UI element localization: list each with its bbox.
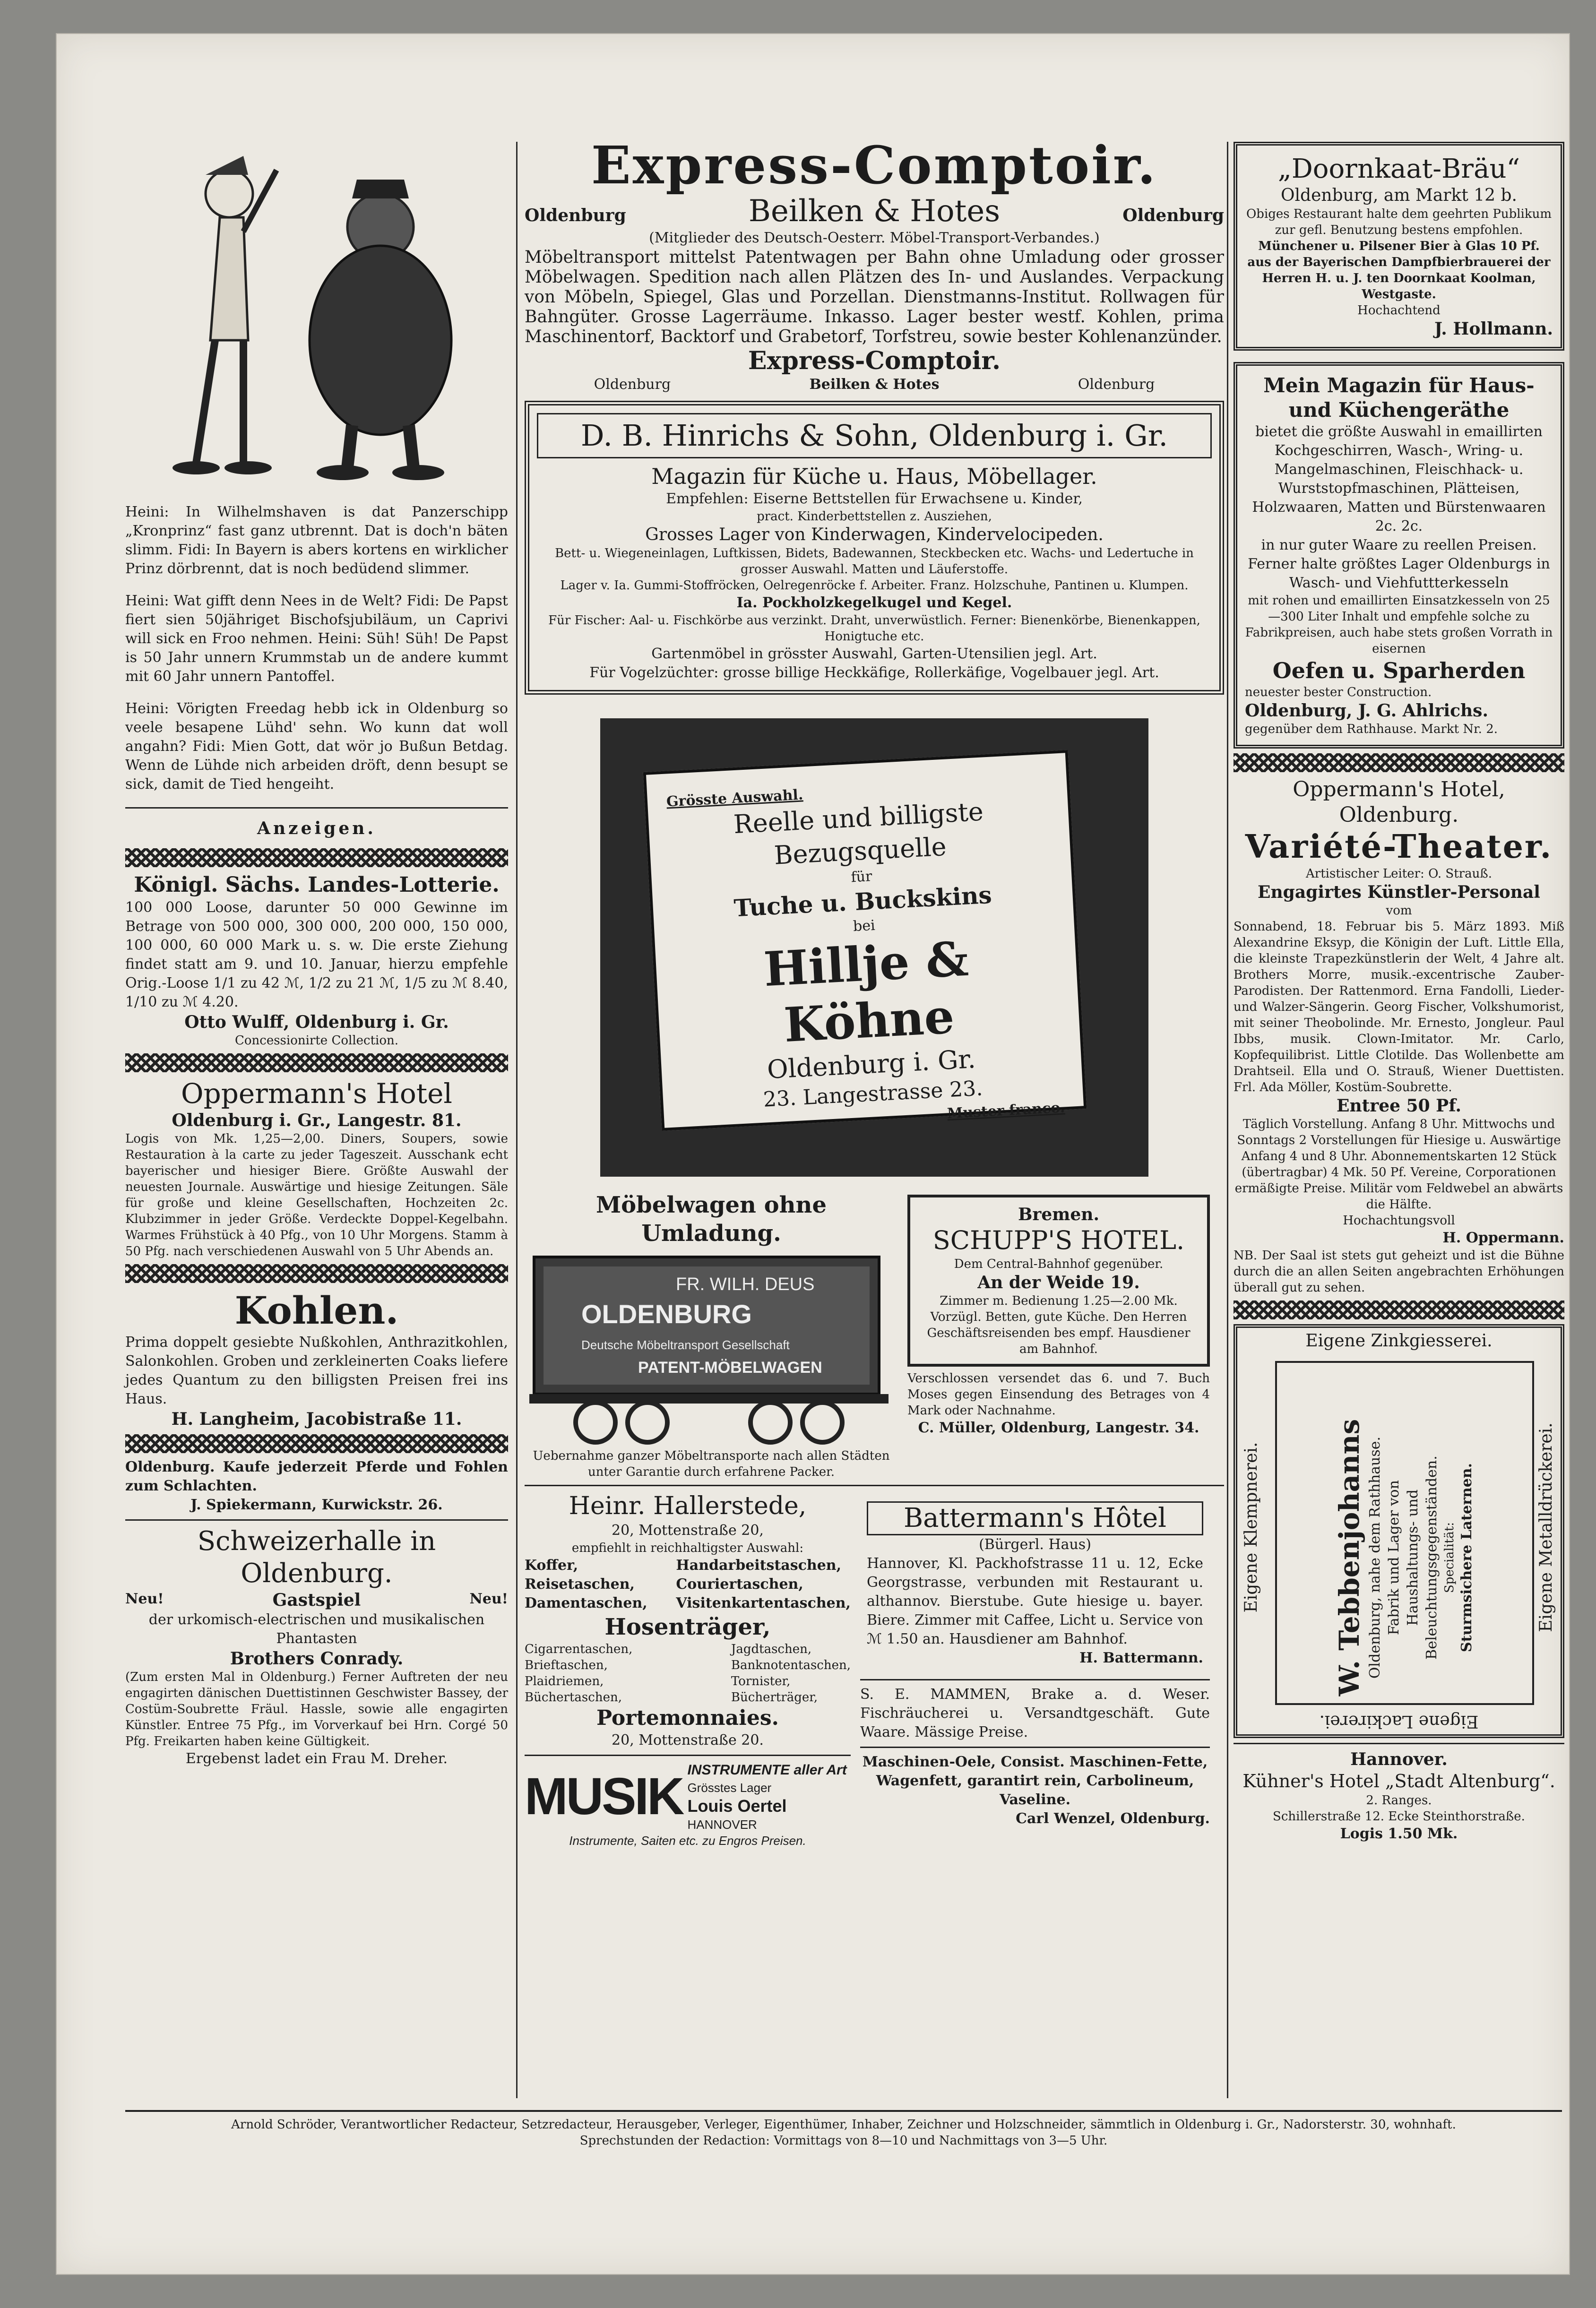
hillje-line-1: Reelle und billigste Bezugsquelle	[733, 796, 984, 870]
variete-ad	[1234, 777, 1564, 1296]
battermann-ad	[860, 1495, 1210, 1674]
tebben-name: W. Tebbenjohanns	[1333, 1419, 1365, 1697]
middle-row-2	[525, 1491, 1224, 1849]
wagen-label-2: OLDENBURG	[581, 1299, 752, 1329]
doornkaat-text: Obiges Restaurant halte dem geehrten Publikum zur gefl. Benutzung bestens empfohlen.	[1246, 207, 1552, 237]
anzeigen-heading: Anzeigen.	[257, 818, 376, 838]
tebben-top: Eigene Zinkgiesserei.	[1305, 1331, 1492, 1351]
express-title-2: Express-Comptoir.	[748, 346, 1001, 375]
tebben-right: Eigene Metalldrückerei.	[1536, 1422, 1556, 1632]
mueller-signature: C. Müller, Oldenburg, Langestr. 34.	[918, 1420, 1199, 1436]
express-text: Möbeltransport mittelst Patentwagen per Bahn ohne Umladung oder grosser Möbelwagen. Spedition nach allen Plätzen des In- und Auslandes. Verpackung von Möbeln, Spiegel, Glas und Porzellan. Dienstmanns-Institut. Rollwagen für Bahngüter. Grosse Lagerräume. Inkasso. Lager bester westf. Kohlen, prima Maschinentorf, Backtorf und Grabetorf, Torfstreu, sowie bester Kohlenanzünder.	[525, 248, 1224, 346]
doornkaat-title: „Doornkaat-Bräu“	[1277, 154, 1520, 184]
express-footer-row	[525, 375, 1224, 394]
lotterie-subtitle: Concessionirte Collection.	[234, 1033, 399, 1048]
hinrichs-line-2: pract. Kinderbettstellen z. Ausziehen,	[757, 509, 992, 524]
schupp-subtitle: Dem Central-Bahnhof gegenüber.	[954, 1257, 1164, 1271]
column-rule-left	[516, 142, 518, 2098]
hallerstede-subtitle: empfiehlt in reichhaltigster Auswahl:	[571, 1541, 804, 1555]
hillje-card	[643, 750, 1087, 1131]
list-item: Brieftaschen,	[525, 1658, 608, 1672]
schupp-mueller-stack	[907, 1191, 1210, 1480]
kuehner-logis: Logis 1.50 Mk.	[1340, 1826, 1458, 1842]
express-city-right: Oldenburg	[1122, 206, 1224, 225]
schupp-city: Bremen.	[1018, 1205, 1099, 1224]
list-item: Cigarrentaschen,	[525, 1642, 633, 1656]
battermann-text: Hannover, Kl. Packhofstrasse 11 u. 12, Ecke Georgstrasse, verbunden mit Restaurant u. althannov. Bierstube. Gute hiesige u. bayer. Biere. Zimmer mit Caffee, Licht u. Service von ℳ 1.50 an. Hausdiener am Bahnhof.	[867, 1555, 1203, 1647]
variete-sig-2: H. Oppermann.	[1442, 1230, 1564, 1246]
tebben-text-2: Haushaltungs- und Beleuchtungsgegenständen.	[1405, 1455, 1440, 1660]
express-firm-2: Beilken & Hotes	[809, 376, 940, 393]
ornament-border	[125, 1434, 508, 1453]
list-item: Reisetaschen,	[525, 1576, 635, 1593]
hallerstede-address-2: 20, Mottenstraße 20.	[612, 1732, 764, 1748]
right-sub-stack	[860, 1491, 1210, 1849]
lotterie-ad	[125, 872, 508, 1049]
wagen-label-4: PATENT-MÖBELWAGEN	[638, 1359, 822, 1377]
hallerstede-left-list	[525, 1556, 647, 1613]
imprint-line-2: Sprechstunden der Redaction: Vormittags von 8—10 und Nachmittags von 3—5 Uhr.	[579, 2134, 1108, 2148]
hallerstede-portemonnaies: Portemonnaies.	[596, 1706, 779, 1730]
hinrichs-line-8: Gartenmöbel in grösster Auswahl, Garten-Utensilien jegl. Art.	[651, 646, 1097, 662]
hillje-name: Hillje & Köhne	[762, 930, 970, 1053]
variete-head: Oppermann's Hotel, Oldenburg.	[1293, 777, 1505, 827]
list-item: Handarbeitstaschen,	[676, 1557, 842, 1574]
kuehner-city: Hannover.	[1350, 1749, 1448, 1769]
hallerstede-address: 20, Mottenstraße 20,	[612, 1522, 764, 1539]
dialogue-1: Heini: In Wilhelmshaven is dat Panzerschipp „Kronprinz“ fast ganz utbrennt. Dat is doch'n bäten slimm. Fidi: In Bayern is abers kortens en wirklicher Prinz dörbrennt, dat is noch bedüdend slimmer.	[125, 504, 508, 577]
tebben-text-3: Specialität:	[1442, 1522, 1457, 1593]
cartoon-illustration	[125, 142, 508, 491]
hinrichs-title: D. B. Hinrichs & Sohn, Oldenburg i. Gr.	[537, 413, 1212, 458]
doornkaat-sig-1: Hochachtend	[1357, 303, 1441, 318]
magazin-oefen: Oefen u. Sparherden	[1272, 658, 1526, 683]
hinrichs-line-1: Empfehlen: Eiserne Bettstellen für Erwachsene u. Kinder,	[666, 491, 1083, 507]
variete-nb: NB. Der Saal ist stets gut geheizt und ist die Bühne durch die an allen Seiten angebrachten Erhöhungen überall gut zu sehen.	[1234, 1249, 1564, 1295]
magazin-title: Mein Magazin für Haus- und Küchengeräthe	[1263, 374, 1535, 422]
hallerstede-hosentraeger: Hosenträger,	[604, 1614, 771, 1640]
oele-signature: Carl Wenzel, Oldenburg.	[1016, 1810, 1210, 1827]
hinrichs-line-6: Ia. Pockholzkegelkugel und Kegel.	[736, 594, 1012, 611]
wagen-label-3: Deutsche Möbeltransport Gesellschaft	[581, 1338, 790, 1352]
musik-info	[687, 1761, 846, 1833]
battermann-subtitle: (Bürgerl. Haus)	[979, 1536, 1091, 1553]
divider	[860, 1747, 1210, 1748]
schweizerhalle-title: Schweizerhalle in Oldenburg.	[197, 1526, 436, 1589]
kuehner-hotel-ad	[1234, 1749, 1564, 1843]
doornkaat-address: Oldenburg, am Markt 12 b.	[1281, 186, 1517, 205]
list-item: Tornister,	[731, 1674, 791, 1688]
express-city-right-2: Oldenburg	[1078, 376, 1155, 393]
hillje-line-3: Tuche u. Buckskins	[733, 880, 992, 922]
doornkaat-sig-2: J. Hollmann.	[1434, 319, 1553, 339]
hillje-city: Oldenburg i. Gr.	[766, 1044, 976, 1085]
musik-title: MUSIK	[525, 1767, 683, 1826]
schweizerhalle-signature: Ergebenst ladet ein Frau M. Dreher.	[185, 1750, 448, 1767]
express-city-left-2: Oldenburg	[594, 376, 671, 393]
kohlen-signature: H. Langheim, Jacobistraße 11.	[171, 1409, 462, 1429]
list-item: Damentaschen,	[525, 1595, 647, 1611]
magazin-text-4: neuester bester Construction.	[1245, 685, 1432, 699]
hallerstede-right-list-2	[731, 1641, 851, 1705]
schweizerhalle-row	[125, 1590, 508, 1610]
ornament-border	[125, 1053, 508, 1072]
moebelwagen-text: Uebernahme ganzer Möbeltransporte nach allen Städten unter Garantie durch erfahrene Packer.	[533, 1449, 890, 1479]
hinrichs-ad	[525, 401, 1224, 695]
divider	[525, 1485, 1224, 1486]
magazin-text-2: in nur guter Waare zu reellen Preisen. Ferner halte größtes Lager Oldenburgs in Wasch- und Viehfuttterkesseln	[1248, 537, 1550, 591]
hinrichs-line-3: Grosses Lager von Kinderwagen, Kindervelocipeden.	[645, 525, 1104, 544]
oele-text: Maschinen-Oele, Consist. Maschinen-Fette, Wagenfett, garantirt rein, Carbolineum, Vaseline.	[862, 1754, 1208, 1808]
oppermann-address: Oldenburg i. Gr., Langestr. 81.	[172, 1111, 462, 1130]
moebelwagen-title: Möbelwagen ohne Umladung.	[596, 1192, 827, 1247]
tebben-rotated	[1333, 1392, 1476, 1723]
magazin-address: gegenüber dem Rathhause. Markt Nr. 2.	[1245, 722, 1498, 736]
wagen-label-1: FR. WILH. DEUS	[676, 1275, 815, 1294]
kohlen-title: Kohlen.	[234, 1288, 399, 1333]
hinrichs-line-4: Bett- u. Wiegeneinlagen, Luftkissen, Bidets, Badewannen, Steckbecken etc. Wachs- und Ledertuche in grosser Auswahl. Matten und Läuferstoffe.	[555, 546, 1194, 577]
variete-sig-1: Hochachtungsvoll	[1343, 1214, 1455, 1228]
variete-leiter: Artistischer Leiter: O. Strauß.	[1306, 867, 1492, 881]
magazin-signature: Oldenburg, J. G. Ahlrichs.	[1245, 701, 1488, 721]
hinrichs-subtitle: Magazin für Küche u. Haus, Möbellager.	[651, 464, 1097, 489]
list-item: Couriertaschen,	[676, 1576, 803, 1593]
column-middle	[525, 137, 1224, 1849]
hillje-top: Grösste Auswahl.	[666, 786, 804, 810]
tebbenjohanns-ad	[1234, 1324, 1564, 1738]
hallerstede-left-list-2	[525, 1641, 632, 1705]
tebben-text-1: Fabrik und Lager von	[1386, 1480, 1402, 1635]
column-left	[125, 142, 508, 1768]
lotterie-signature: Otto Wulff, Oldenburg i. Gr.	[184, 1012, 449, 1032]
mueller-text: Verschlossen versendet das 6. und 7. Buch Moses gegen Einsendung des Betrages von 4 Mark oder Nachnahme.	[907, 1371, 1210, 1418]
ornament-border	[1234, 753, 1564, 772]
divider	[125, 807, 508, 809]
hallerstede-list-1	[525, 1556, 851, 1613]
imprint-footer	[125, 2110, 1562, 2149]
list-item: Bücherträger,	[731, 1690, 818, 1705]
pferde-signature: J. Spiekermann, Kurwickstr. 26.	[190, 1497, 443, 1513]
lotterie-title: Königl. Sächs. Landes-Lotterie.	[134, 873, 500, 897]
hallerstede-list-2	[525, 1641, 851, 1705]
tebben-bottom: Eigene Lackirerei.	[1319, 1712, 1479, 1731]
variete-vom: vom	[1386, 904, 1412, 918]
musik-footer: Instrumente, Saiten etc. zu Engros Preisen.	[569, 1834, 806, 1848]
hillje-koehne-ad	[600, 718, 1148, 1177]
schweizerhalle-text2: (Zum ersten Mal in Oldenburg.) Ferner Auftreten der neu engagirten dänischen Duettistinnen Geschwister Bassey, der Costüm-Soubrette Fräul. Hassle, sowie alle engagirten Künstler. Entree 75 Pfg., im Vorverkauf bei Hrn. Corgé 50 Pfg. Freikarten haben keine Gültigkeit.	[125, 1670, 508, 1748]
doornkaat-ad	[1234, 142, 1564, 351]
battermann-signature: H. Battermann.	[1079, 1650, 1203, 1666]
column-right	[1234, 142, 1564, 1843]
schupp-title: SCHUPP'S HOTEL.	[932, 1225, 1185, 1255]
musik-ad	[525, 1761, 851, 1833]
express-city-left: Oldenburg	[525, 206, 626, 225]
schupp-hotel-ad	[907, 1195, 1210, 1367]
variete-engagiert: Engagirtes Künstler-Personal	[1258, 882, 1540, 902]
ornament-border	[125, 848, 508, 867]
battermann-title: Battermann's Hôtel	[867, 1501, 1203, 1535]
pferde-ad	[125, 1458, 508, 1515]
ornament-border	[125, 1264, 508, 1283]
list-item: Koffer,	[525, 1557, 578, 1574]
hillje-line-2: für	[850, 868, 873, 886]
tebben-left: Eigene Klempnerei.	[1242, 1442, 1261, 1613]
tebben-center	[1275, 1361, 1534, 1705]
list-item: Banknotentaschen,	[731, 1658, 851, 1672]
oppermann-hotel-ad	[125, 1077, 508, 1259]
gastspiel-label: Gastspiel	[272, 1590, 361, 1610]
mammen-text: S. E. MAMMEN, Brake a. d. Weser. Fischräucherei u. Versandtgeschäft. Gute Waare. Mässige Preise.	[860, 1686, 1210, 1740]
imprint-line-1: Arnold Schröder, Verantwortlicher Redacteur, Setzredacteur, Herausgeber, Verleger, Eigenthümer, Inhaber, Zeichner und Holzschneider, sämmtlich in Oldenburg i. Gr., Nadorsterstr. 30, wohnhaft.	[231, 2118, 1456, 2132]
list-item: Büchertaschen,	[525, 1690, 622, 1705]
hinrichs-line-5: Lager v. Ia. Gummi-Stoffröcken, Oelregenröcke f. Arbeiter. Franz. Holzschuhe, Pantinen u. Klumpen.	[560, 578, 1189, 593]
dialogue-2: Heini: Wat gifft denn Nees in de Welt? Fidi: De Papst fiert sien 50jähriget Bischofsjubiläum, un Caprivi will sick en Froo nehmen. Heini: Süh! Süh! De Papst is 50 Jahr unnern Krummstab un de andere kummt mit 60 Jahr unnern Pantoffel.	[125, 593, 508, 685]
musik-subtitle: INSTRUMENTE aller Art	[687, 1762, 847, 1778]
variete-entree: Entree 50 Pf.	[1337, 1096, 1461, 1116]
express-title: Express-Comptoir.	[591, 135, 1158, 196]
ornament-border	[1234, 1300, 1564, 1319]
hallerstede-ad	[525, 1491, 851, 1849]
variete-text-2: Täglich Vorstellung. Anfang 8 Uhr. Mittwochs und Sonntags 2 Vorstellungen für Hiesige u. Auswärtige Anfang 4 und 8 Uhr. Abonnementskarten 12 Stück (übertragbar) 4 Mk. 50 Pf. Vereine, Corporationen ermäßigte Preise. Militär vom Feldwebel an abwärts die Hälfte.	[1234, 1117, 1563, 1212]
oppermann-text: Logis von Mk. 1,25—2,00. Diners, Soupers, sowie Restauration à la carte zu jeder Tageszeit. Ausschank echt bayerischer und hiesiger Biere. Größte Auswahl der neuesten Journale. Auswärtige und hiesige Zeitungen. Säle für große und kleine Gesellschaften, Hochzeiten 2c. Klubzimmer in jeder Größe. Verdeckte Doppel-Kegelbahn. Warmes Frühstück à 40 Pfg., von 10 Uhr Morgens. Stamm à 50 Pfg. nach verschiedenen Auswahl von 5 Uhr Abends an.	[125, 1132, 508, 1258]
schweizerhalle-text1: der urkomisch-electrischen und musikalischen Phantasten	[148, 1611, 485, 1647]
hinrichs-line-7: Für Fischer: Aal- u. Fischkörbe aus verzinkt. Draht, unverwüstlich. Ferner: Bienenkörbe, Bienenkappen, Honigtuche etc.	[548, 613, 1200, 644]
hillje-muster: Muster franco.	[947, 1099, 1066, 1122]
neu-label-left: Neu!	[125, 1591, 164, 1607]
variete-title: Variété-Theater.	[1245, 828, 1553, 866]
magazin-text-3: mit rohen und emaillirten Einsatzkesseln von 25—300 Liter Inhalt und empfehle solche zu Fabrikpreisen, auch habe stets großen Vorrath in eisernen	[1245, 594, 1553, 656]
variete-text: Sonnabend, 18. Februar bis 5. März 1893. Miß Alexandrine Eksyp, die Königin der Luft. Little Ella, die kleinste Trapezkünstlerin der Welt, 4 Jahre alt. Brothers Morre, musik.-excentrische Zauber-Parodisten. Der Rattenmord. Erna Fandolli, Lieder- und Walzer-Sängerin. Georg Fischer, Volkshumorist, mit seiner Theobolinde. Mr. Ernesto, Jongleur. Paul Ibbs, musik. Clown-Imitator. Mr. Carlo, Kopfequilibrist. Little Clotilde. Das Wollenbette am Drahtseil. Ella und O. Strauß, Wiener Duettisten. Frl. Ada Möller, Kostüm-Soubrette.	[1234, 920, 1564, 1094]
schupp-text: Zimmer m. Bedienung 1.25—2.00 Mk. Vorzügl. Betten, gute Küche. Den Herren Geschäftsreisenden bes empf. Hausdiener am Bahnhof.	[927, 1294, 1191, 1356]
hallerstede-right-list	[676, 1556, 851, 1613]
divider	[1234, 1743, 1564, 1744]
schupp-address: An der Weide 19.	[977, 1273, 1140, 1292]
hinrichs-line-9: Für Vogelzüchter: grosse billige Heckkäfige, Rollerkäfige, Vogelbauer jegl. Art.	[589, 664, 1159, 681]
moebelwagen-ad	[525, 1191, 898, 1480]
express-comptoir-ad	[525, 137, 1224, 394]
divider	[525, 1755, 851, 1756]
express-mitglieder: (Mitglieder des Deutsch-Oesterr. Möbel-Transport-Verbandes.)	[649, 230, 1100, 246]
dialogue-column	[125, 503, 508, 794]
middle-row-1	[525, 1191, 1224, 1480]
hillje-line-4: bei	[853, 917, 876, 935]
musik-name: Louis Oertel	[687, 1796, 787, 1816]
pferde-text: Oldenburg. Kaufe jederzeit Pferde und Fohlen zum Schlachten.	[125, 1459, 508, 1494]
musik-city: HANNOVER	[687, 1817, 757, 1832]
list-item: Jagdtaschen,	[731, 1642, 812, 1656]
express-header-row	[525, 194, 1224, 229]
hillje-address: 23. Langestrasse 23.	[762, 1076, 983, 1112]
kuehner-rang: 2. Ranges.	[1366, 1793, 1432, 1808]
list-item: Plaidriemen,	[525, 1674, 604, 1688]
brothers-conrady: Brothers Conrady.	[230, 1649, 404, 1669]
schweizerhalle-ad	[125, 1525, 508, 1768]
divider	[125, 1519, 508, 1521]
tebben-text-4: Sturmsichere Laternen.	[1458, 1463, 1475, 1653]
magazin-text-1: bietet die größte Auswahl in emaillirten Kochgeschirren, Wasch-, Wring- u. Mangelmaschinen, Fleischhack- u. Wurststopfmaschinen, Plätteisen, Holzwaaren, Matten und Bürstenwaaren 2c. 2c.	[1252, 423, 1546, 534]
moebelwagen-illustration	[525, 1248, 898, 1446]
kohlen-ad	[125, 1288, 508, 1430]
tebben-address: Oldenburg, nahe dem Rathhause.	[1367, 1436, 1383, 1679]
kuehner-title: Kühner's Hotel „Stadt Altenburg“.	[1242, 1771, 1555, 1791]
kohlen-text: Prima doppelt gesiebte Nußkohlen, Anthrazitkohlen, Salonkohlen. Groben und zerkleinerten Coaks liefere jedes Quantum zu den billigsten Preisen frei ins Haus.	[125, 1334, 508, 1407]
oppermann-title: Oppermann's Hotel	[181, 1077, 452, 1110]
dialogue-3: Heini: Vörigten Freedag hebb ick in Oldenburg so veele besapene Lühd' sehn. Wo kunn dat woll angahn? Fidi: Mien Gott, dat wör jo Bußun Betdag. Wenn de Lühde nich arbeiden dröft, denn besupt se sick, damit de Tied hengeiht.	[125, 700, 508, 792]
magazin-ad	[1234, 362, 1564, 749]
kuehner-address: Schillerstraße 12. Ecke Steinthorstraße.	[1273, 1809, 1525, 1824]
musik-lager: Grösstes Lager	[687, 1781, 772, 1795]
divider	[860, 1679, 1210, 1680]
neu-label-right: Neu!	[469, 1591, 508, 1607]
column-rule-right	[1227, 142, 1228, 2098]
lotterie-text: 100 000 Loose, darunter 50 000 Gewinne im Betrage von 500 000, 300 000, 200 000, 150 000, 100 000, 60 000 Mark u. s. w. Die erste Ziehung findet statt am 9. und 10. Januar, hierzu empfehle Orig.-Loose 1/1 zu 42 ℳ, 1/2 zu 21 ℳ, 1/5 zu ℳ 8.40, 1/10 zu ℳ 4.20.	[125, 899, 508, 1010]
hallerstede-title: Heinr. Hallerstede,	[569, 1492, 807, 1520]
express-firm: Beilken & Hotes	[748, 194, 1001, 229]
list-item: Visitenkartentaschen,	[676, 1595, 851, 1611]
doornkaat-bier: Münchener u. Pilsener Bier à Glas 10 Pf. aus der Bayerischen Dampfbierbrauerei der Herren H. u. J. ten Doornkaat Koolman, Westgaste.	[1247, 239, 1551, 301]
